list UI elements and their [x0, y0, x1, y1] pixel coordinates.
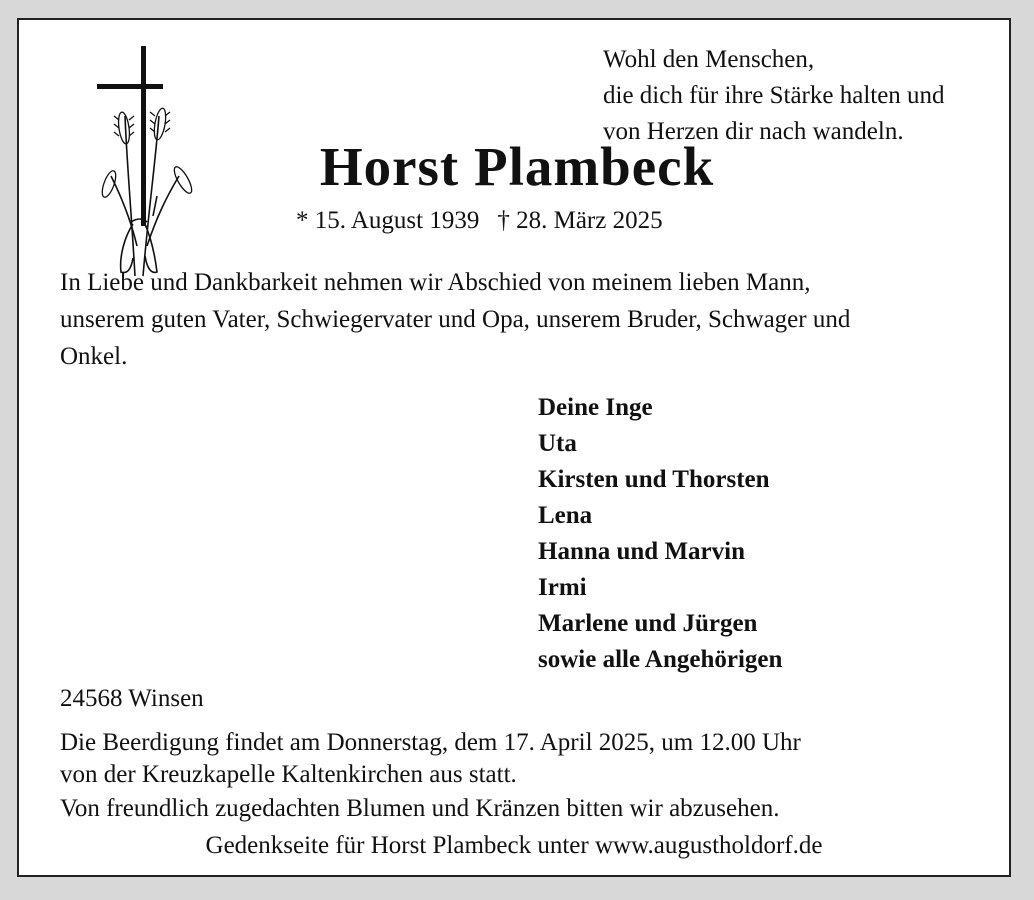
- mourner-name: Hanna und Marvin: [538, 538, 746, 565]
- mourner-name: Marlene und Jürgen: [538, 610, 758, 637]
- funeral-info: [60, 727, 801, 791]
- funeral-line: von der Kreuzkapelle Kaltenkirchen aus statt.: [60, 761, 517, 788]
- quote-line: die dich für ihre Stärke halten und: [603, 82, 945, 109]
- flowers-note: Von freundlich zugedachten Blumen und Kränzen bitten wir abzusehen.: [60, 795, 780, 822]
- farewell-line: In Liebe und Dankbarkeit nehmen wir Abschied von meinem lieben Mann,: [60, 269, 811, 296]
- memorial-page-link[interactable]: Gedenkseite für Horst Plambeck unter www.augustholdorf.de: [205, 832, 823, 859]
- mourner-name: Deine Inge: [538, 394, 653, 421]
- life-dates: [296, 205, 663, 237]
- birth-date: * 15. August 1939: [296, 207, 480, 234]
- mourner-name: sowie alle Angehörigen: [538, 646, 783, 673]
- mourner-name: Uta: [538, 430, 577, 457]
- mourner-name: Kirsten und Thorsten: [538, 466, 770, 493]
- quote-line: Wohl den Menschen,: [603, 46, 815, 73]
- mourner-name: Irmi: [538, 574, 587, 601]
- deceased-name: Horst Plambeck: [319, 136, 715, 197]
- bible-quote: [603, 42, 945, 150]
- death-date: † 28. März 2025: [497, 207, 663, 234]
- funeral-line: Die Beerdigung findet am Donnerstag, dem 17. April 2025, um 12.00 Uhr: [60, 729, 801, 756]
- farewell-text: [60, 264, 980, 375]
- mourner-name: Lena: [538, 502, 593, 529]
- quote-line: von Herzen dir nach wandeln.: [603, 118, 904, 145]
- farewell-line: unserem guten Vater, Schwiegervater und Opa, unserem Bruder, Schwager und: [60, 306, 851, 333]
- place-of-residence: 24568 Winsen: [60, 685, 204, 712]
- mourners-list: [538, 390, 782, 678]
- farewell-line: Onkel.: [60, 343, 128, 370]
